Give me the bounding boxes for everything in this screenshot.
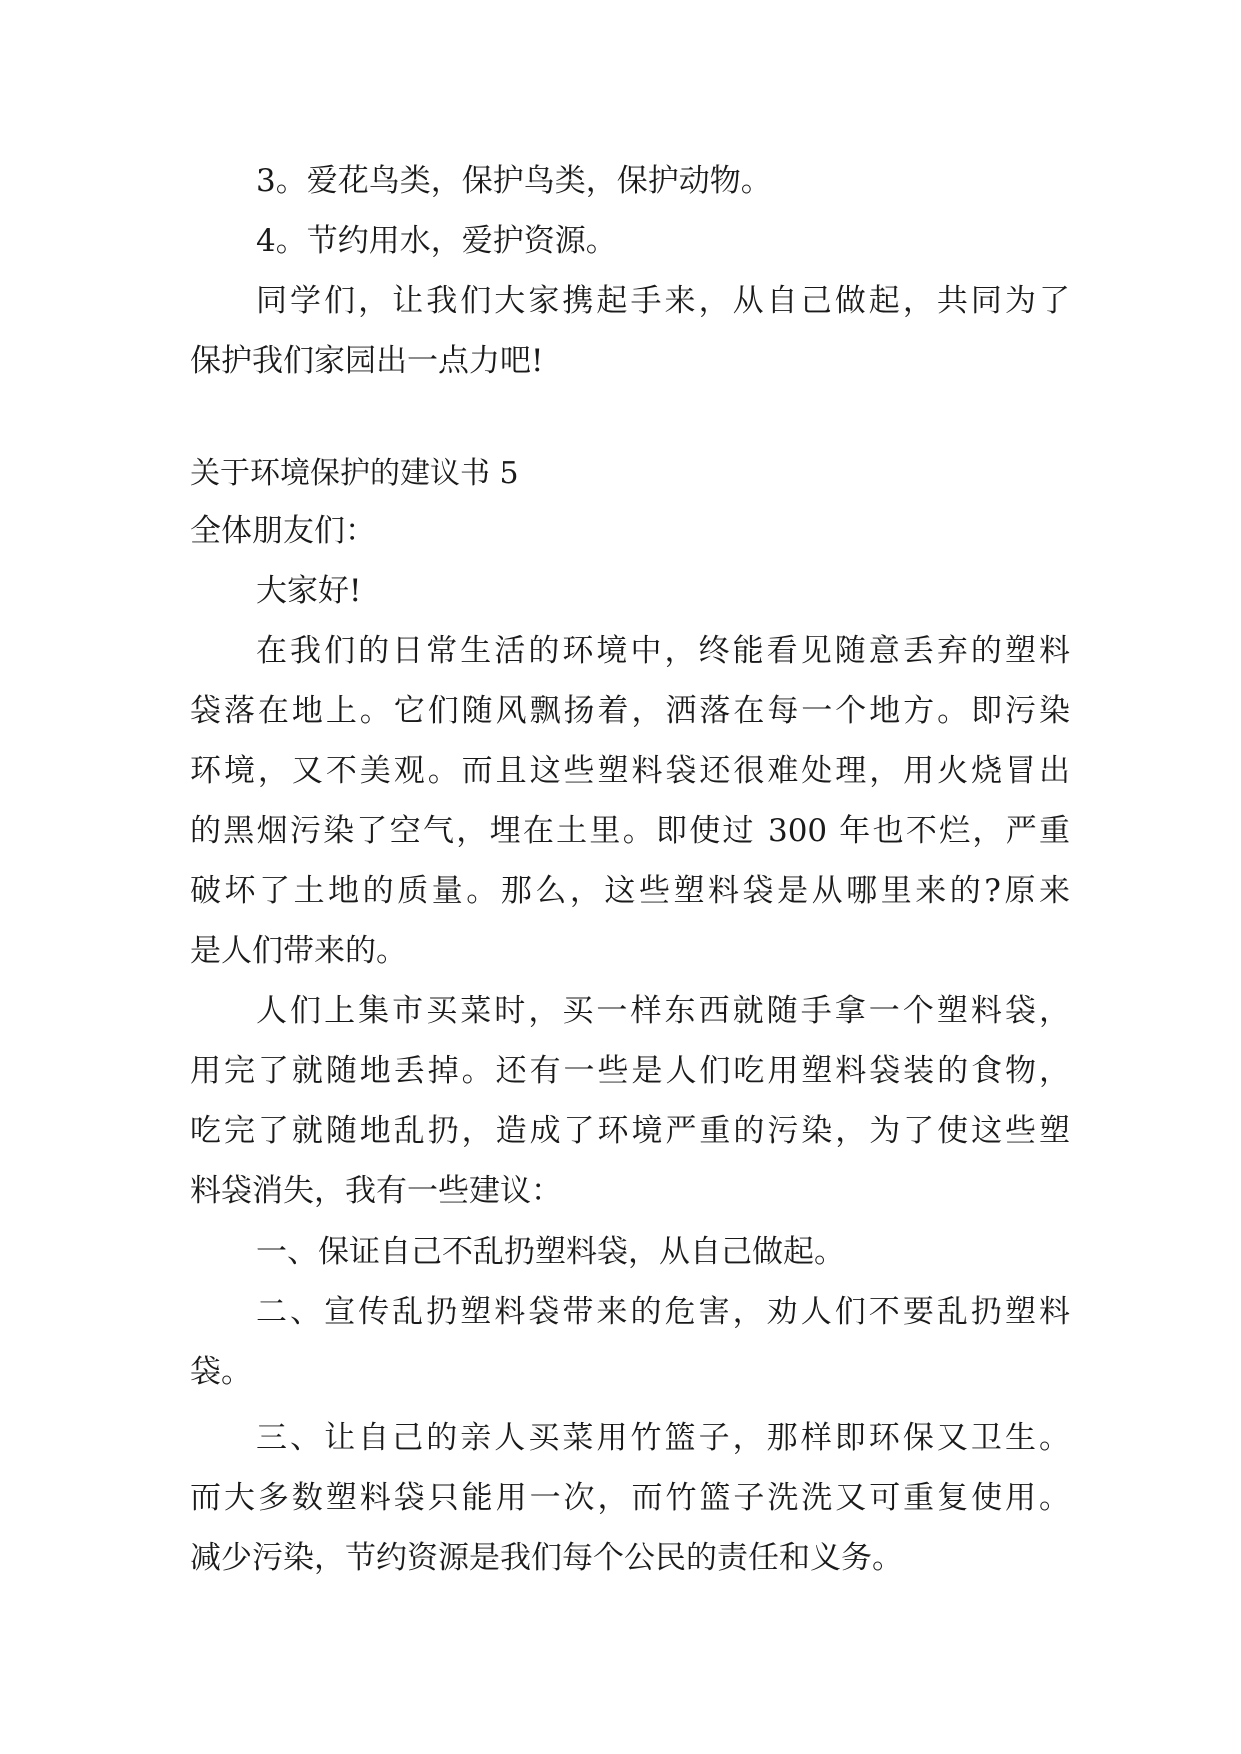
suggestion-2-line-1: 二、宣传乱扔塑料袋带来的危害，劝人们不要乱扔塑料 [256, 1294, 1070, 1330]
salutation: 全体朋友们： [190, 513, 376, 549]
suggestion-3-line-3: 减少污染，节约资源是我们每个公民的责任和义务。 [190, 1540, 903, 1576]
paragraph-1-line-4: 的黑烟污染了空气，埋在土里。即使过 300 年也不烂，严重 [190, 813, 1070, 849]
paragraph-1-line-6: 是人们带来的。 [190, 933, 407, 969]
paragraph-1-line-1: 在我们的日常生活的环境中，终能看见随意丢弃的塑料 [256, 633, 1070, 669]
paragraph-2-line-2: 用完了就随地丢掉。还有一些是人们吃用塑料袋装的食物， [190, 1053, 1070, 1089]
section-title: 关于环境保护的建议书 5 [190, 456, 519, 491]
paragraph-2-line-1: 人们上集市买菜时，买一样东西就随手拿一个塑料袋， [256, 993, 1070, 1029]
paragraph-1-line-3: 环境，又不美观。而且这些塑料袋还很难处理，用火烧冒出 [190, 753, 1070, 789]
paragraph-1-line-5: 破坏了土地的质量。那么，这些塑料袋是从哪里来的?原来 [190, 873, 1070, 909]
greeting: 大家好! [256, 573, 362, 609]
paragraph-1-line-2: 袋落在地上。它们随风飘扬着，洒落在每一个地方。即污染 [190, 693, 1070, 729]
list-item-4: 4。节约用水，爱护资源。 [256, 223, 617, 259]
closing-paragraph-line-1: 同学们，让我们大家携起手来，从自己做起，共同为了 [256, 283, 1070, 319]
suggestion-1: 一、保证自己不乱扔塑料袋，从自己做起。 [256, 1234, 845, 1270]
paragraph-2-line-4: 料袋消失，我有一些建议： [190, 1173, 562, 1209]
suggestion-3-line-2: 而大多数塑料袋只能用一次，而竹篮子洗洗又可重复使用。 [190, 1480, 1070, 1516]
paragraph-2-line-3: 吃完了就随地乱扔，造成了环境严重的污染，为了使这些塑 [190, 1113, 1070, 1149]
closing-paragraph-line-2: 保护我们家园出一点力吧! [190, 343, 544, 379]
list-item-3: 3。爱花鸟类，保护鸟类，保护动物。 [256, 163, 772, 199]
suggestion-3-line-1: 三、让自己的亲人买菜用竹篮子，那样即环保又卫生。 [256, 1420, 1070, 1456]
suggestion-2-line-2: 袋。 [190, 1354, 252, 1390]
